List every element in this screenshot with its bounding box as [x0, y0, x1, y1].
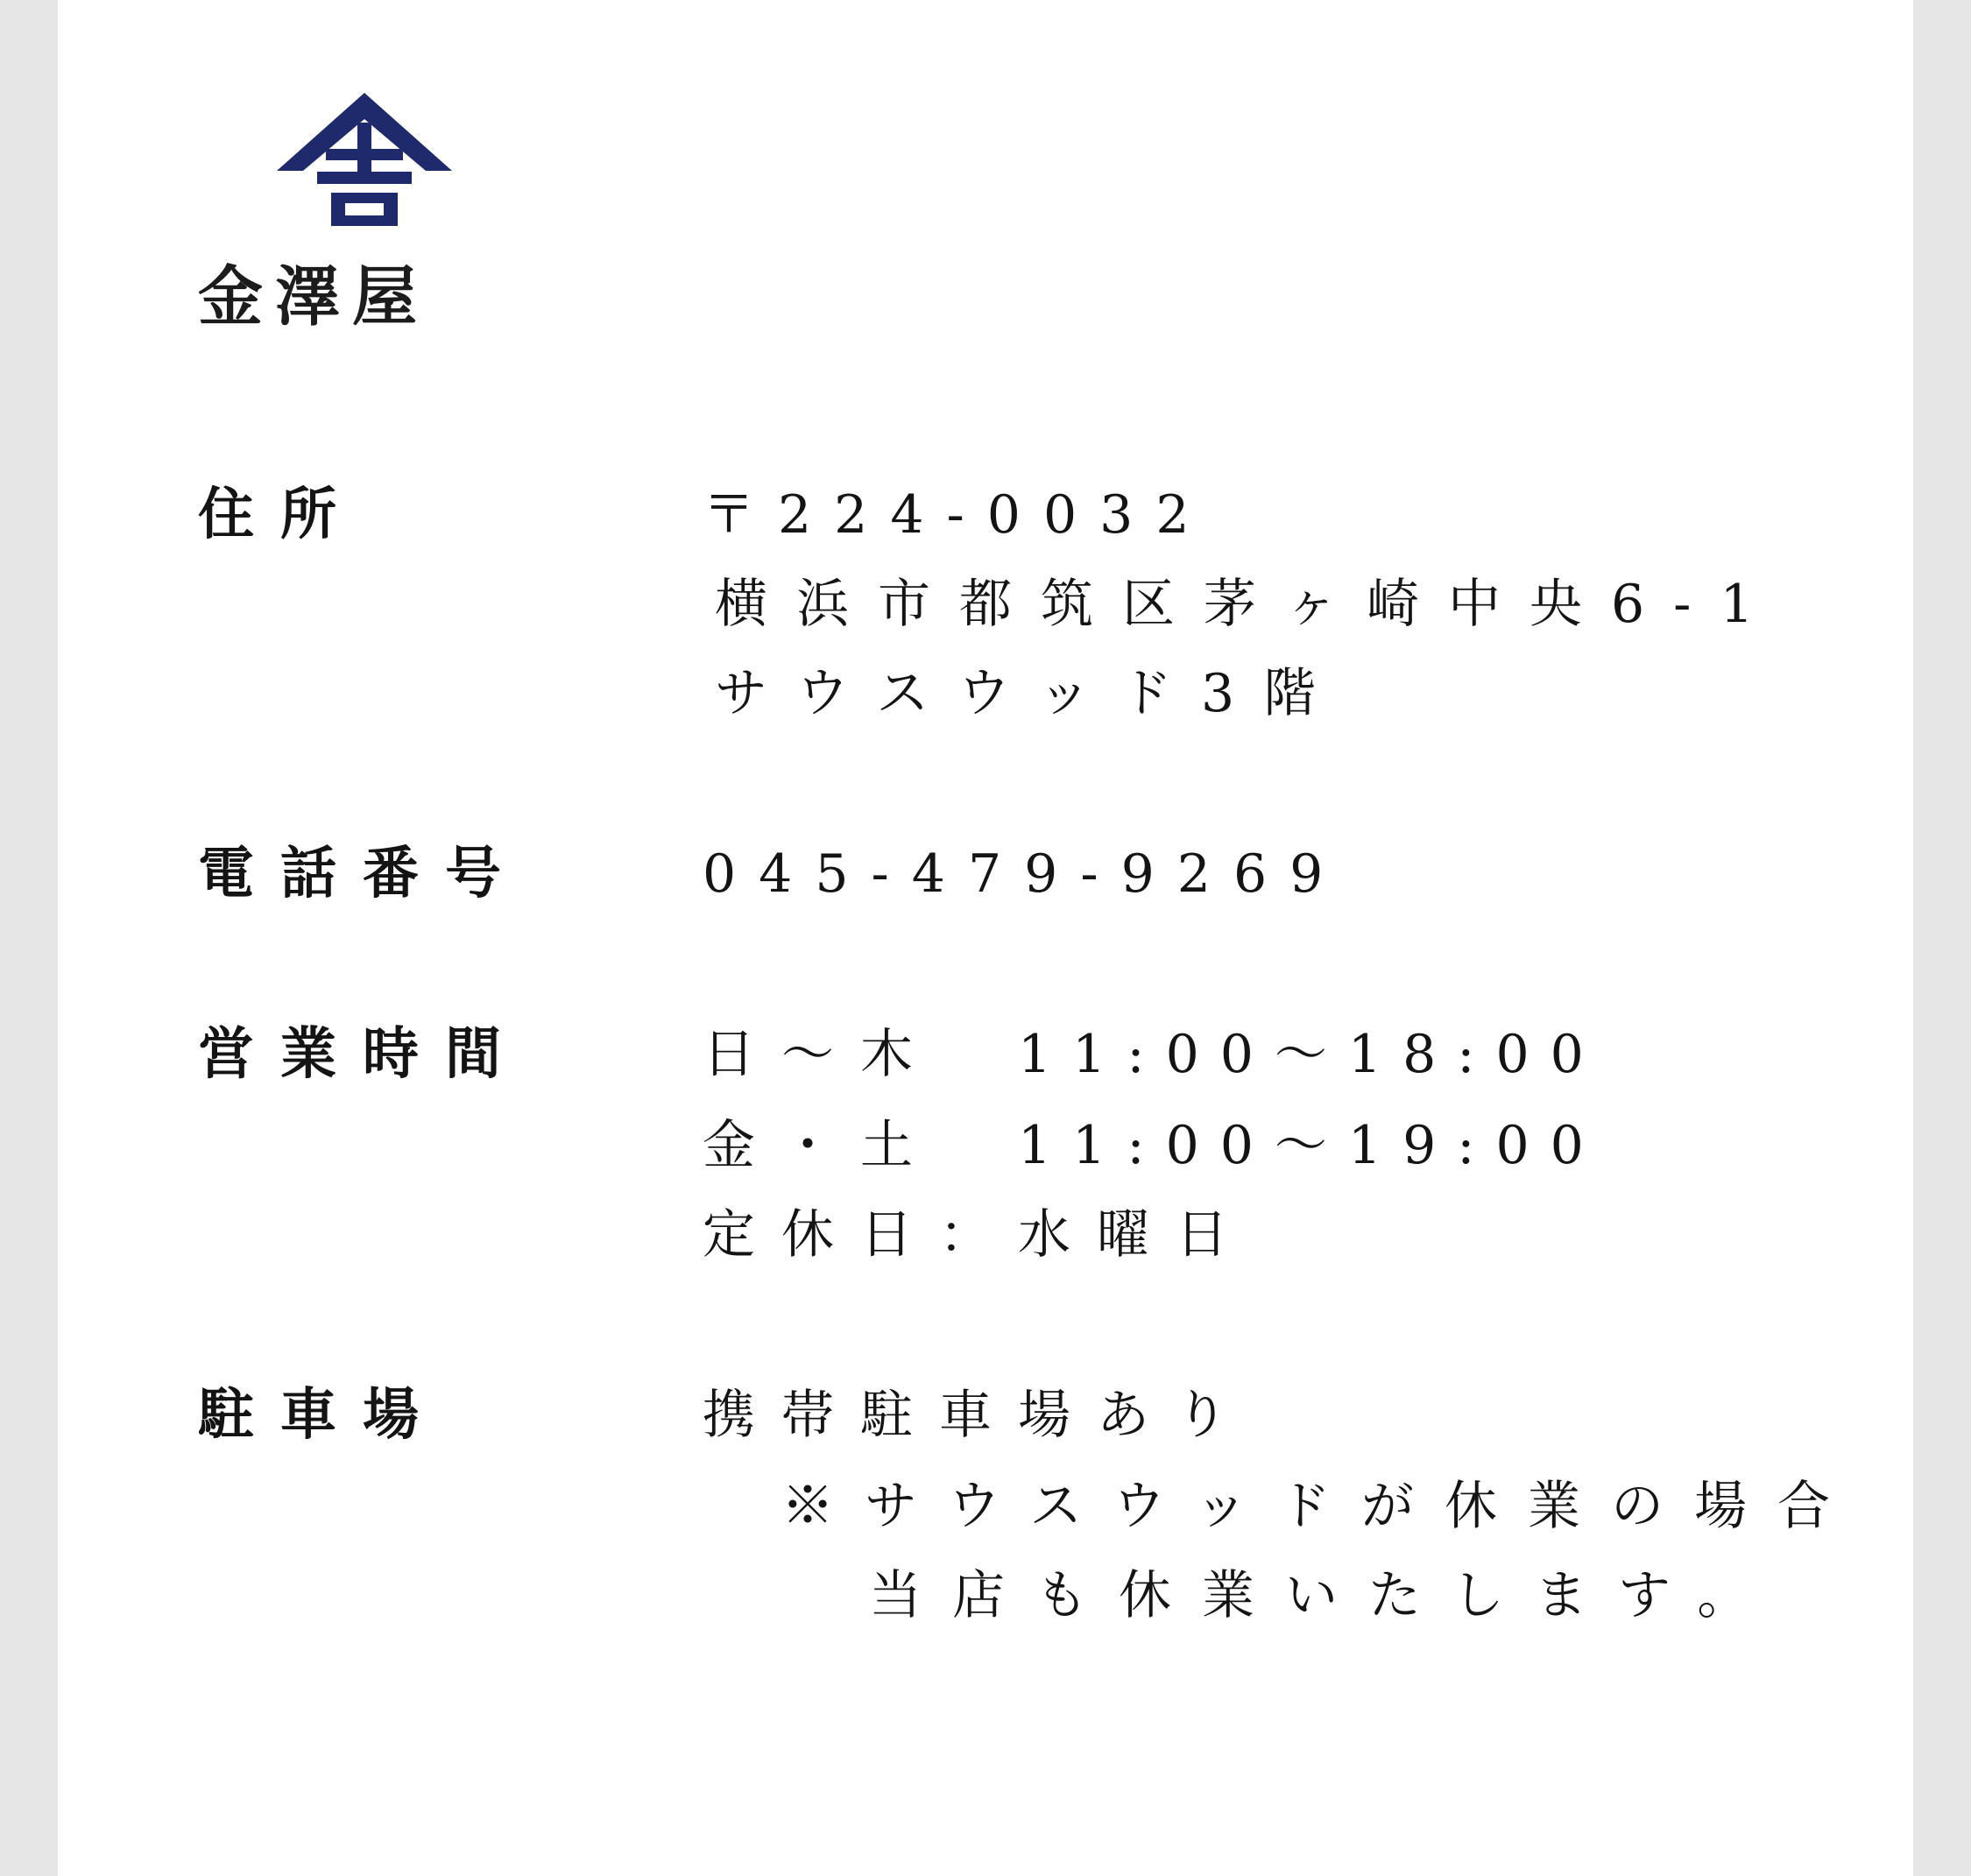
- postal-code: 〒224-0032: [703, 484, 1212, 546]
- parking-note-2: 当店も休業いたします。: [869, 1565, 1781, 1626]
- address-line-1: 横浜市都筑区茅ヶ崎中央6-1: [715, 574, 1783, 635]
- hours-days: 日〜木: [703, 1024, 939, 1085]
- brand-logo: [198, 88, 531, 350]
- hours-row: [703, 1019, 1754, 1090]
- phone-number: 045-479-9269: [703, 843, 1346, 905]
- phone-label: 電話番号: [198, 841, 527, 906]
- hours-row: [703, 1111, 1754, 1181]
- address-line-2: サウスウッド3階: [715, 663, 1346, 724]
- hours-days: 金・土: [703, 1115, 939, 1176]
- house-crest-icon: [277, 88, 452, 236]
- hours-time: 11:00〜19:00: [1018, 1115, 1605, 1176]
- brand-name: 金澤屋: [198, 259, 429, 335]
- closed-day: 定休日：水曜日: [703, 1204, 1254, 1266]
- parking-label: 駐車場: [198, 1382, 445, 1448]
- hours-label: 営業時間: [198, 1021, 527, 1087]
- shop-info-card: [58, 0, 1913, 1876]
- hours-time: 11:00〜18:00: [1018, 1024, 1605, 1085]
- parking-info: 携帯駐車場あり: [703, 1385, 1254, 1446]
- parking-note-1: ※サウスウッドが休業の場合: [781, 1476, 1861, 1537]
- address-label: 住所: [198, 482, 363, 547]
